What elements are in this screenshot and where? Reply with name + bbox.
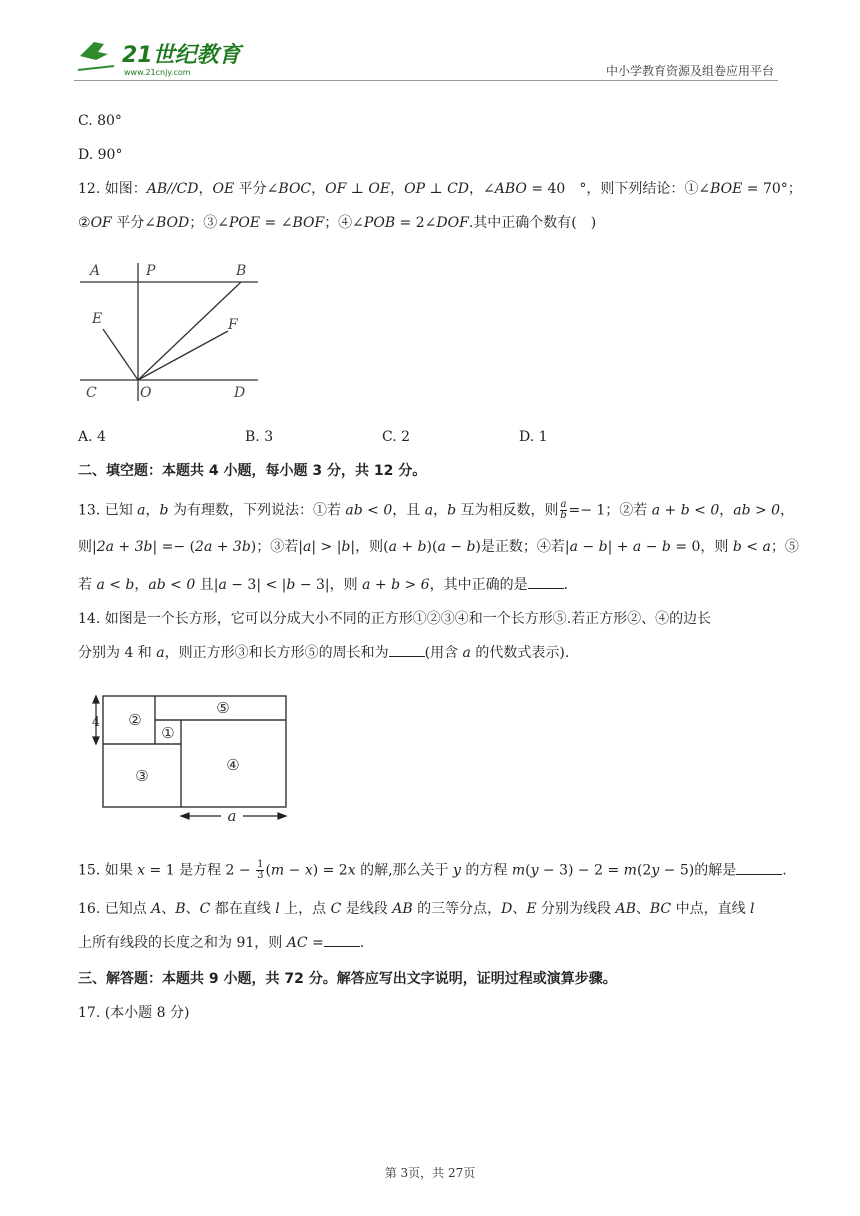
q14-figure [84, 690, 294, 825]
q12-option-d: D. 1 [519, 429, 548, 445]
logo-url: www.21cnjy.com [124, 68, 191, 77]
label-rect-5: ⑤ [216, 699, 230, 717]
logo-text: 21世纪教育 [122, 43, 241, 68]
q15-line: 15. 如果 x = 1 是方程 2 − $\frac{1}{3}$ (m − x) = 2x 的解,那么关于 y 的方程 m(y − 3) − 2 = m(2y − 5)的解是 . [78, 859, 787, 881]
label-square-2: ② [128, 711, 142, 729]
label-a: a [227, 807, 237, 825]
q16-line2: 上所有线段的长度之和为 91，则 AC = . [78, 935, 365, 951]
label-a: A [90, 263, 101, 279]
header-divider [74, 80, 778, 81]
q12-figure [78, 255, 263, 405]
label-f: F [228, 317, 238, 333]
q16-answer-blank[interactable] [324, 934, 360, 947]
q13-line1: 13. 已知 a，b 为有理数，下列说法：①若 ab < 0，且 a，b 互为相反数，则 $\frac{a}{b}$ =− 1；②若 a + b < 0，ab > 0， [78, 499, 795, 521]
q14-answer-blank[interactable] [389, 644, 425, 657]
q14-line2: 分别为 4 和 a，则正方形③和长方形⑤的周长和为 (用含 a 的代数式表示). [78, 645, 570, 661]
page-header [0, 0, 860, 90]
q13-answer-blank[interactable] [528, 576, 564, 589]
option-c-prev: C. 80° [78, 113, 122, 129]
page-footer: 第 3页，共 27页 [384, 1166, 476, 1180]
ray-of [138, 331, 228, 380]
q12-option-c: C. 2 [382, 429, 411, 445]
q12-option-a: A. 4 [78, 429, 106, 445]
label-square-4: ④ [226, 756, 240, 774]
q16-line1: 16. 已知点 A、B、C 都在直线 l 上，点 C 是线段 AB 的三等分点，D、E 分别为线段 AB、BC 中点，直线 l [78, 901, 755, 917]
label-e: E [92, 311, 103, 327]
q15-answer-blank[interactable] [736, 862, 782, 875]
section-2-heading: 二、填空题：本题共 4 小题，每小题 3 分，共 12 分。 [78, 463, 427, 479]
site-logo [74, 30, 254, 80]
ray-ob [138, 282, 241, 380]
ray-oe [103, 329, 138, 380]
q12-option-b: B. 3 [245, 429, 274, 445]
fraction-a-over-b: $\frac{a}{b}$ [560, 499, 567, 521]
q12-line2: ②OF 平分∠BOD；③∠POE = ∠BOF；④∠POB = 2∠DOF.其中正确个数有( ) [78, 215, 597, 231]
q17-heading: 17. (本小题 8 分) [78, 1005, 190, 1021]
fraction-one-third: $\frac{1}{3}$ [257, 859, 264, 881]
q14-line1: 14. 如图是一个长方形，它可以分成大小不同的正方形①②③④和一个长方形⑤.若正方形②、④的边长 [78, 611, 712, 627]
option-d-prev: D. 90° [78, 147, 123, 163]
q13-line3: 若 a < b，ab < 0 且|a − 3| < |b − 3|，则 a + b > 6，其中正确的是 . [78, 577, 569, 593]
label-square-3: ③ [135, 767, 149, 785]
label-four: 4 [91, 715, 101, 730]
label-b: B [236, 263, 247, 279]
label-p: P [146, 263, 156, 279]
label-o: O [140, 385, 152, 401]
label-square-1: ① [161, 724, 175, 742]
label-d: D [234, 385, 246, 401]
q13-line2: 则|2a + 3b| =− (2a + 3b)；③若|a| > |b|，则(a + b)(a − b)是正数；④若|a − b| + a − b = 0，则 b < a；⑤ [78, 539, 799, 555]
q12-line1: 12. 如图：AB//CD，OE 平分∠BOC，OF ⊥ OE，OP ⊥ CD，∠ABO = 40 °，则下列结论：①∠BOE = 70°； [78, 181, 802, 197]
header-platform-text: 中小学教育资源及组卷应用平台 [605, 64, 774, 78]
section-3-heading: 三、解答题：本题共 9 小题，共 72 分。解答应写出文字说明，证明过程或演算步骤。 [78, 971, 617, 987]
label-c: C [86, 385, 97, 401]
